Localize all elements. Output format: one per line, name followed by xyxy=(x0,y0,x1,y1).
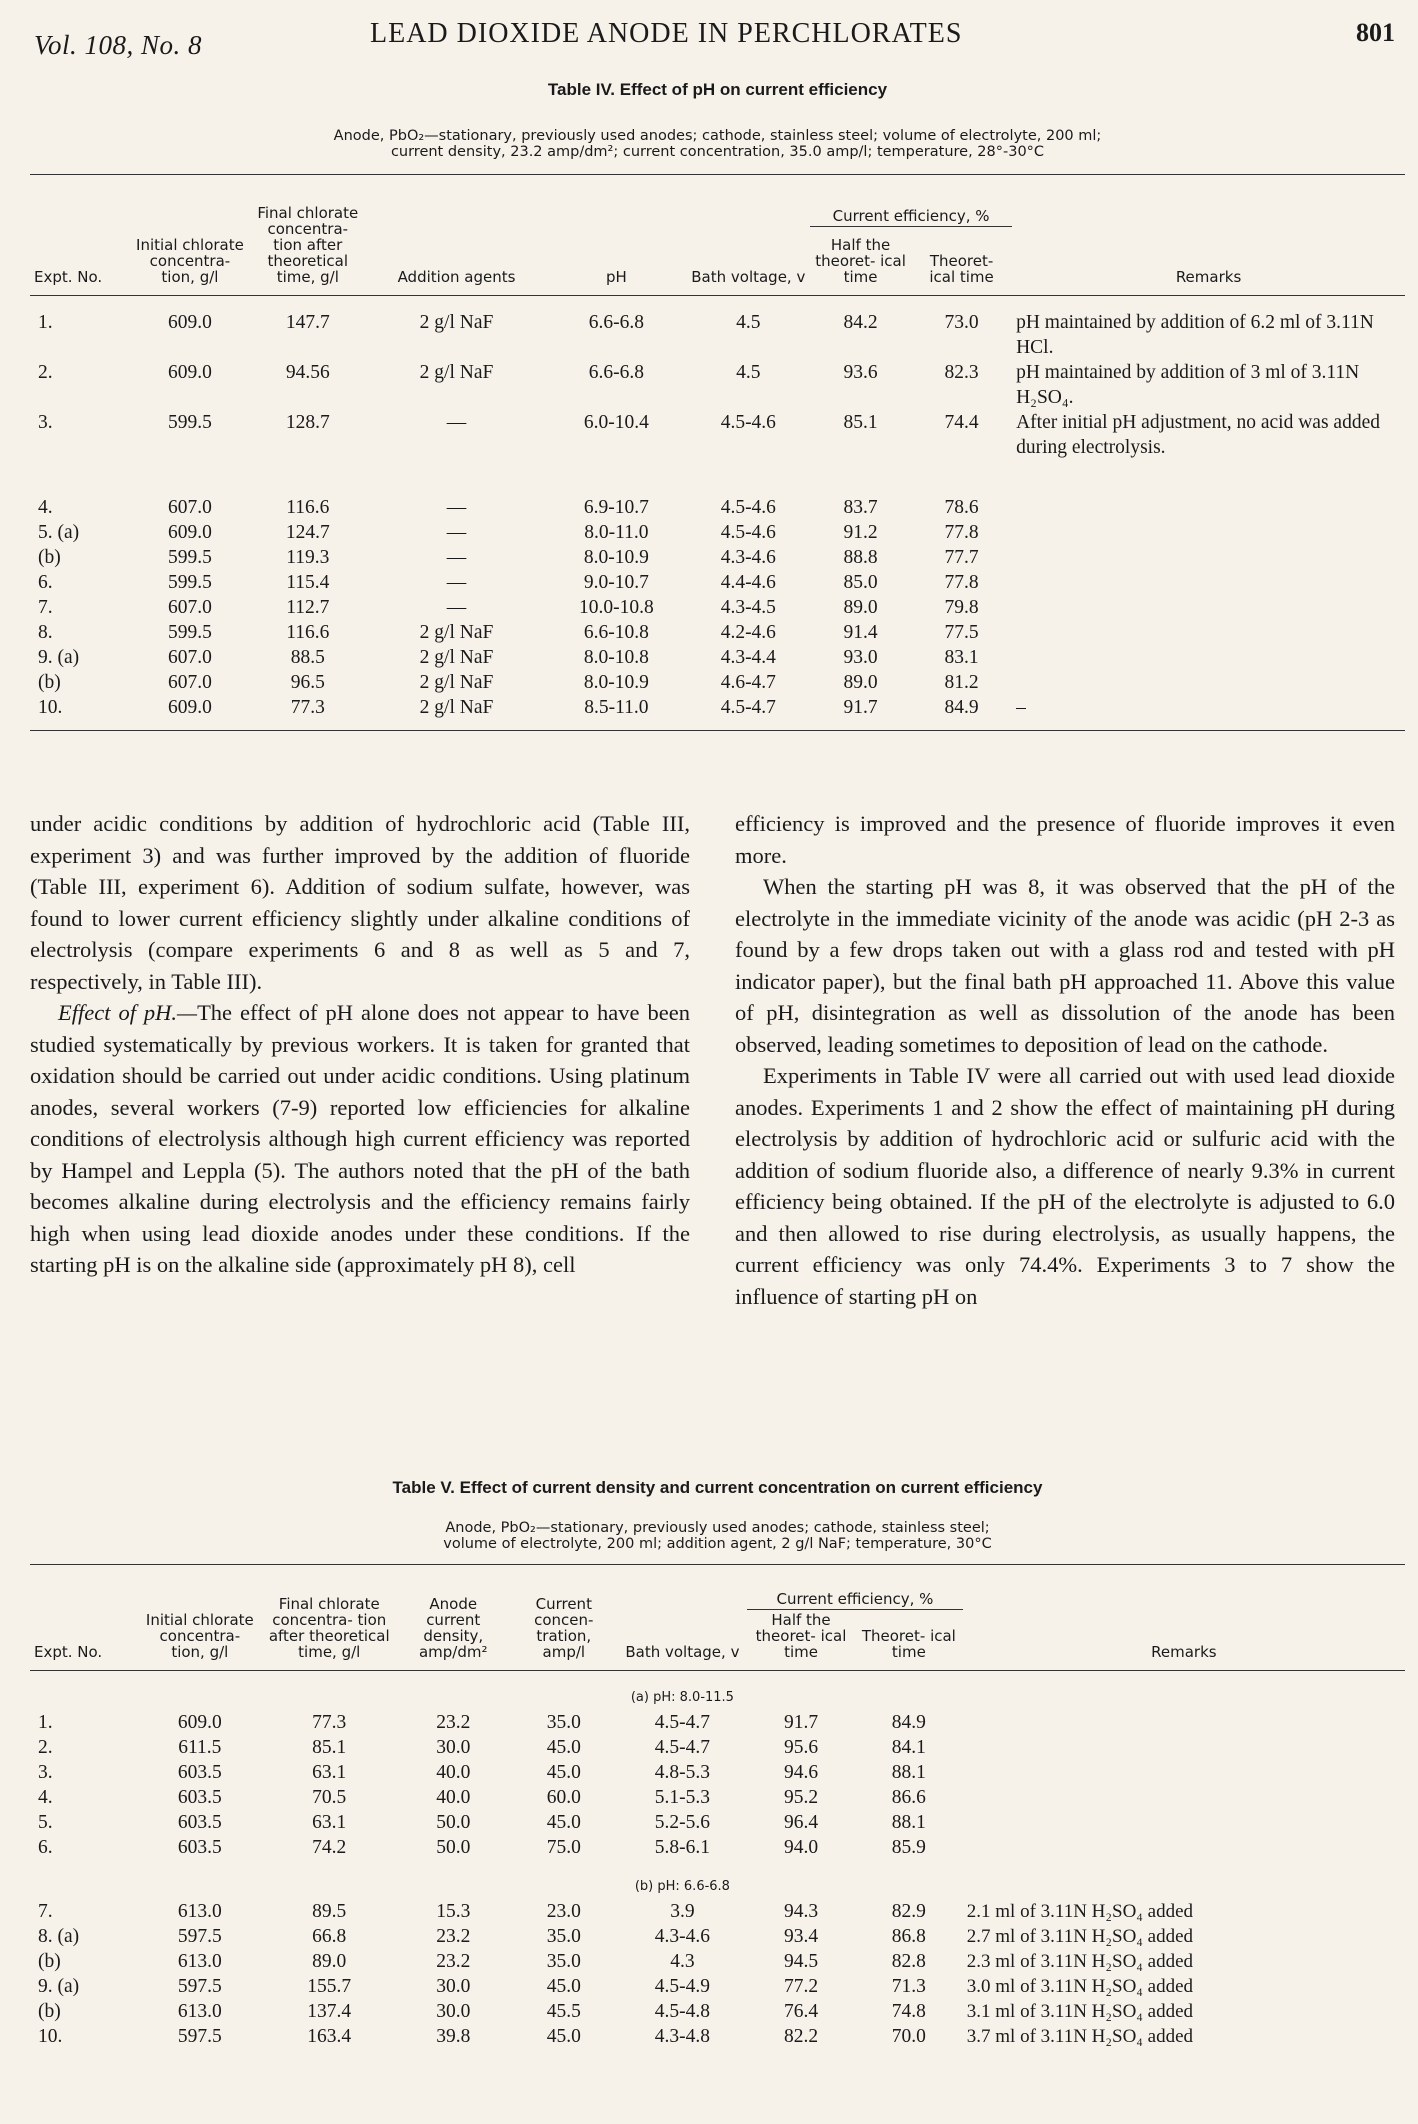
expt-number: 9. (a) xyxy=(38,1976,80,1997)
initial-concentration: 599.5 xyxy=(168,622,212,643)
current-concentration: 45.0 xyxy=(546,1762,581,1783)
remarks xyxy=(1012,595,1405,620)
final-concentration: 115.4 xyxy=(286,572,330,593)
initial-concentration: 613.0 xyxy=(177,1901,222,1922)
efficiency-theoretical-time: 74.4 xyxy=(944,412,979,433)
efficiency-half-time: 93.4 xyxy=(783,1926,819,1947)
efficiency-theoretical-time: 77.5 xyxy=(944,622,979,643)
bath-voltage: 4.5-4.7 xyxy=(654,1737,711,1758)
paragraph-effect-of-ph xyxy=(30,997,690,1281)
col-header-current-efficiency: Current efficiency, % xyxy=(747,1589,963,1610)
remarks xyxy=(1012,545,1405,570)
running-header xyxy=(30,18,1405,58)
initial-concentration: 607.0 xyxy=(168,672,212,693)
efficiency-half-time: 91.2 xyxy=(843,522,878,543)
final-concentration: 88.5 xyxy=(290,647,325,668)
bath-voltage: 4.5-4.7 xyxy=(720,697,776,718)
expt-number: 3. xyxy=(38,1762,53,1783)
ph-range: 9.0-10.7 xyxy=(583,572,649,593)
initial-concentration: 609.0 xyxy=(168,697,212,718)
table-row xyxy=(30,1835,1405,1860)
efficiency-theoretical-time: 83.1 xyxy=(944,647,979,668)
section-heading: Effect of pH.— xyxy=(58,1000,198,1025)
addition-agent: 2 g/l NaF xyxy=(419,362,494,383)
table-row xyxy=(30,1924,1405,1949)
expt-number: 2. xyxy=(38,1737,53,1758)
initial-concentration: 597.5 xyxy=(177,1976,222,1997)
paragraph: under acidic conditions by addition of hydrochloric acid (Table III, experiment 3) and was further improved by the addition of fluoride (Table III, experiment 6). Addition of sodium sulfate, however, was found to lower current efficiency slightly under alkaline conditions of electrolysis (compare experiments 6 and 8 as well as 5 and 7, respectively, in Table III). xyxy=(30,811,690,994)
remarks xyxy=(963,1710,1405,1735)
efficiency-half-time: 91.4 xyxy=(843,622,878,643)
efficiency-theoretical-time: 77.7 xyxy=(944,547,979,568)
table-iv-bottom-rule xyxy=(30,720,1405,731)
final-concentration: 70.5 xyxy=(312,1787,347,1808)
expt-number: (b) xyxy=(38,672,61,693)
bath-voltage: 4.8-5.3 xyxy=(654,1762,711,1783)
initial-concentration: 609.0 xyxy=(168,362,212,383)
efficiency-theoretical-time: 77.8 xyxy=(944,522,979,543)
col-header-theoretical: Theoret- ical time xyxy=(861,1627,956,1661)
expt-number: 9. (a) xyxy=(38,647,80,668)
expt-number: 7. xyxy=(38,597,53,618)
expt-number: 6. xyxy=(38,572,53,593)
col-header-final: Final chlorate concentra- tion after theoretical time, g/l xyxy=(268,1595,390,1661)
initial-concentration: 603.5 xyxy=(177,1787,222,1808)
efficiency-half-time: 94.6 xyxy=(783,1762,819,1783)
table-row xyxy=(30,360,1405,410)
efficiency-theoretical-time: 85.9 xyxy=(891,1837,926,1858)
efficiency-half-time: 95.6 xyxy=(783,1737,819,1758)
paragraph: When the starting pH was 8, it was observed that the pH of the electrolyte in the immediate vicinity of the anode was acidic (pH 2-3 as found by a few drops taken out with a glass rod and tested with pH indicator paper), but the final bath pH approached 11. Above this value of pH, disintegration as well as dissolution of the anode has been observed, leading sometimes to deposition of lead on the cathode. xyxy=(735,874,1395,1057)
table-row xyxy=(30,645,1405,670)
initial-concentration: 607.0 xyxy=(168,597,212,618)
expt-number: 8. (a) xyxy=(38,1926,80,1947)
efficiency-half-time: 88.8 xyxy=(843,547,878,568)
addition-agent: — xyxy=(446,597,467,618)
table-iv-grid xyxy=(30,203,1405,731)
efficiency-half-time: 84.2 xyxy=(843,312,878,333)
efficiency-half-time: 85.0 xyxy=(843,572,878,593)
bath-voltage: 4.5-4.9 xyxy=(654,1976,711,1997)
expt-number: 1. xyxy=(38,1712,53,1733)
col-header-expt: Expt. No. xyxy=(34,268,103,286)
bath-voltage: 4.2-4.6 xyxy=(720,622,776,643)
remarks: 3.1 ml of 3.11N H₂SO₄ added xyxy=(966,2001,1194,2022)
expt-number: 10. xyxy=(38,697,63,718)
expt-number: (b) xyxy=(38,1951,61,1972)
efficiency-theoretical-time: 86.8 xyxy=(891,1926,926,1947)
table-v-conditions xyxy=(30,1520,1405,1552)
anode-current-density: 50.0 xyxy=(436,1837,471,1858)
efficiency-theoretical-time: 82.8 xyxy=(891,1951,926,1972)
efficiency-half-time: 93.6 xyxy=(843,362,878,383)
expt-number: (b) xyxy=(38,547,61,568)
efficiency-theoretical-time: 84.9 xyxy=(891,1712,926,1733)
efficiency-theoretical-time: 70.0 xyxy=(891,2026,926,2047)
remarks: 2.3 ml of 3.11N H₂SO₄ added xyxy=(966,1951,1194,1972)
expt-number: 5. (a) xyxy=(38,522,80,543)
table-iv-condition-line: current density, 23.2 amp/dm²; current concentration, 35.0 amp/l; temperature, 28°-30°C xyxy=(390,144,1045,160)
remarks: 2.1 ml of 3.11N H₂SO₄ added xyxy=(966,1901,1194,1922)
final-concentration: 74.2 xyxy=(312,1837,347,1858)
initial-concentration: 597.5 xyxy=(177,2026,222,2047)
anode-current-density: 40.0 xyxy=(436,1787,471,1808)
bath-voltage: 4.5-4.6 xyxy=(720,412,776,433)
col-header-ph: pH xyxy=(606,268,627,286)
ph-range: 6.6-6.8 xyxy=(588,312,645,333)
bath-voltage: 4.5-4.7 xyxy=(654,1712,711,1733)
table-row xyxy=(30,1710,1405,1735)
anode-current-density: 15.3 xyxy=(436,1901,471,1922)
journal-page xyxy=(30,0,1405,2124)
anode-current-density: 30.0 xyxy=(436,2001,471,2022)
table-iv-condition-line: Anode, PbO₂—stationary, previously used anodes; cathode, stainless steel; volume of electrolyte, 200 ml; xyxy=(333,128,1102,144)
efficiency-half-time: 94.3 xyxy=(783,1901,819,1922)
table-row xyxy=(30,1949,1405,1974)
ph-range: 6.6-6.8 xyxy=(588,362,645,383)
final-concentration: 128.7 xyxy=(285,412,330,433)
addition-agent: 2 g/l NaF xyxy=(419,622,494,643)
final-concentration: 116.6 xyxy=(286,622,330,643)
remarks xyxy=(1012,495,1405,520)
final-concentration: 116.6 xyxy=(286,497,330,518)
final-concentration: 124.7 xyxy=(285,522,330,543)
table-iv xyxy=(30,80,1405,731)
table-row xyxy=(30,495,1405,520)
efficiency-half-time: 82.2 xyxy=(783,2026,819,2047)
addition-agent: — xyxy=(446,522,467,543)
addition-agent: 2 g/l NaF xyxy=(419,672,494,693)
efficiency-half-time: 93.0 xyxy=(843,647,878,668)
final-concentration: 77.3 xyxy=(290,697,325,718)
efficiency-theoretical-time: 82.3 xyxy=(944,362,979,383)
table-row xyxy=(30,545,1405,570)
anode-current-density: 23.2 xyxy=(436,1951,471,1972)
efficiency-theoretical-time: 84.9 xyxy=(944,697,979,718)
table-row xyxy=(30,1760,1405,1785)
initial-concentration: 603.5 xyxy=(177,1837,222,1858)
ph-range: 6.9-10.7 xyxy=(583,497,649,518)
efficiency-half-time: 91.7 xyxy=(843,697,878,718)
anode-current-density: 30.0 xyxy=(436,1737,471,1758)
initial-concentration: 603.5 xyxy=(177,1762,222,1783)
table-row xyxy=(30,1785,1405,1810)
final-concentration: 155.7 xyxy=(307,1976,352,1997)
ph-range: 8.0-10.8 xyxy=(583,647,649,668)
final-concentration: 119.3 xyxy=(286,547,330,568)
final-concentration: 63.1 xyxy=(312,1762,347,1783)
ph-range: 6.6-10.8 xyxy=(583,622,649,643)
ph-range: 10.0-10.8 xyxy=(579,597,654,618)
final-concentration: 137.4 xyxy=(307,2001,352,2022)
final-concentration: 96.5 xyxy=(290,672,325,693)
bath-voltage: 4.5-4.8 xyxy=(654,2001,711,2022)
efficiency-theoretical-time: 86.6 xyxy=(891,1787,926,1808)
remarks xyxy=(1012,520,1405,545)
table-row xyxy=(30,570,1405,595)
table-v-body xyxy=(30,1671,1405,2050)
expt-number: 6. xyxy=(38,1837,53,1858)
anode-current-density: 23.2 xyxy=(436,1926,471,1947)
table-row xyxy=(30,410,1405,495)
efficiency-half-time: 91.7 xyxy=(783,1712,819,1733)
final-concentration: 94.56 xyxy=(285,362,330,383)
table-v-top-rule xyxy=(30,1564,1405,1565)
bath-voltage: 4.5 xyxy=(736,362,761,383)
ph-range: 8.0-10.9 xyxy=(583,547,649,568)
col-header-density: Anode current density, amp/dm² xyxy=(418,1595,488,1661)
col-header-remarks: Remarks xyxy=(1151,1643,1217,1661)
remarks xyxy=(963,1835,1405,1860)
body-text xyxy=(30,808,1405,1478)
table-row xyxy=(30,695,1405,720)
bath-voltage: 4.5-4.6 xyxy=(720,497,776,518)
bath-voltage: 5.1-5.3 xyxy=(654,1787,711,1808)
expt-number: 8. xyxy=(38,622,53,643)
efficiency-half-time: 76.4 xyxy=(783,2001,819,2022)
anode-current-density: 39.8 xyxy=(436,2026,471,2047)
final-concentration: 66.8 xyxy=(312,1926,347,1947)
bath-voltage: 4.6-4.7 xyxy=(720,672,776,693)
addition-agent: 2 g/l NaF xyxy=(419,647,494,668)
expt-number: 10. xyxy=(38,2026,63,2047)
bath-voltage: 4.4-4.6 xyxy=(720,572,776,593)
anode-current-density: 23.2 xyxy=(436,1712,471,1733)
initial-concentration: 607.0 xyxy=(168,647,212,668)
final-concentration: 147.7 xyxy=(285,312,330,333)
efficiency-half-time: 94.5 xyxy=(783,1951,819,1972)
section-label: (a) pH: 8.0-11.5 xyxy=(630,1690,734,1705)
efficiency-theoretical-time: 77.8 xyxy=(944,572,979,593)
bath-voltage: 4.3-4.5 xyxy=(720,597,776,618)
efficiency-theoretical-time: 74.8 xyxy=(891,2001,926,2022)
table-iv-top-rule xyxy=(30,174,1405,175)
final-concentration: 85.1 xyxy=(312,1737,347,1758)
efficiency-theoretical-time: 71.3 xyxy=(891,1976,926,1997)
remarks xyxy=(963,1810,1405,1835)
expt-number: 5. xyxy=(38,1812,53,1833)
bath-voltage: 5.8-6.1 xyxy=(654,1837,711,1858)
initial-concentration: 599.5 xyxy=(168,412,212,433)
final-concentration: 77.3 xyxy=(312,1712,347,1733)
efficiency-theoretical-time: 88.1 xyxy=(891,1812,926,1833)
remarks: 3.7 ml of 3.11N H₂SO₄ added xyxy=(966,2026,1194,2047)
efficiency-half-time: 85.1 xyxy=(843,412,878,433)
section-label-row xyxy=(30,1685,1405,1710)
col-header-half: Half the theoret- ical time xyxy=(755,1611,847,1661)
bath-voltage: 5.2-5.6 xyxy=(654,1812,711,1833)
col-header-addition: Addition agents xyxy=(397,268,516,286)
left-column xyxy=(30,808,690,1281)
remarks: After initial pH adjustment, no acid was added during electrolysis. xyxy=(1016,412,1380,458)
table-row xyxy=(30,520,1405,545)
bath-voltage: 4.3-4.6 xyxy=(654,1926,711,1947)
efficiency-theoretical-time: 79.8 xyxy=(944,597,979,618)
bath-voltage: 3.9 xyxy=(670,1901,695,1922)
remarks xyxy=(1012,645,1405,670)
remarks: pH maintained by addition of 6.2 ml of 3.11N HCl. xyxy=(1016,312,1374,358)
efficiency-half-time: 94.0 xyxy=(783,1837,819,1858)
table-row xyxy=(30,670,1405,695)
col-header-concentration: Current concen- tration, amp/l xyxy=(534,1595,594,1661)
initial-concentration: 609.0 xyxy=(168,312,212,333)
paragraph: efficiency is improved and the presence of fluoride improves it even more. xyxy=(735,811,1395,868)
remarks: 2.7 ml of 3.11N H₂SO₄ added xyxy=(966,1926,1194,1947)
initial-concentration: 597.5 xyxy=(177,1926,222,1947)
final-concentration: 63.1 xyxy=(312,1812,347,1833)
final-concentration: 112.7 xyxy=(286,597,330,618)
col-header-remarks: Remarks xyxy=(1175,268,1242,286)
section-label: (b) pH: 6.6-6.8 xyxy=(634,1879,730,1894)
efficiency-theoretical-time: 73.0 xyxy=(944,312,979,333)
col-header-theoretical: Theoret- ical time xyxy=(929,252,994,286)
table-v-grid xyxy=(30,1589,1405,2049)
table-row xyxy=(30,1974,1405,1999)
initial-concentration: 613.0 xyxy=(177,2001,222,2022)
table-row xyxy=(30,1810,1405,1835)
table-row xyxy=(30,1899,1405,1924)
expt-number: 2. xyxy=(38,362,53,383)
expt-number: 1. xyxy=(38,312,53,333)
col-header-expt: Expt. No. xyxy=(34,1643,103,1661)
initial-concentration: 603.5 xyxy=(177,1812,222,1833)
bath-voltage: 4.3-4.6 xyxy=(720,547,776,568)
col-header-initial: Initial chlorate concentra- tion, g/l xyxy=(145,1611,254,1661)
bath-voltage: 4.3-4.4 xyxy=(720,647,776,668)
efficiency-theoretical-time: 82.9 xyxy=(891,1901,926,1922)
table-v-title: Table V. Effect of current density and current concentration on current efficiency xyxy=(392,1478,1043,1497)
remarks: pH maintained by addition of 3 ml of 3.11N H₂SO₄. xyxy=(1016,362,1360,408)
table-row xyxy=(30,595,1405,620)
remarks xyxy=(1012,570,1405,595)
expt-number: 7. xyxy=(38,1901,53,1922)
initial-concentration: 609.0 xyxy=(168,522,212,543)
efficiency-theoretical-time: 88.1 xyxy=(891,1762,926,1783)
efficiency-half-time: 89.0 xyxy=(843,672,878,693)
ph-range: 8.5-11.0 xyxy=(584,697,649,718)
remarks xyxy=(1012,670,1405,695)
current-concentration: 75.0 xyxy=(546,1837,581,1858)
bath-voltage: 4.3 xyxy=(670,1951,695,1972)
anode-current-density: 30.0 xyxy=(436,1976,471,1997)
remarks xyxy=(963,1760,1405,1785)
initial-concentration: 609.0 xyxy=(177,1712,222,1733)
addition-agent: 2 g/l NaF xyxy=(419,697,494,718)
current-concentration: 45.5 xyxy=(546,2001,581,2022)
initial-concentration: 599.5 xyxy=(168,547,212,568)
table-iv-conditions xyxy=(30,128,1405,160)
initial-concentration: 611.5 xyxy=(178,1737,222,1758)
current-concentration: 35.0 xyxy=(546,1951,581,1972)
current-concentration: 23.0 xyxy=(546,1901,581,1922)
efficiency-half-time: 77.2 xyxy=(783,1976,819,1997)
col-header-half: Half the theoret- ical time xyxy=(815,236,906,286)
col-header-initial: Initial chlorate concentra- tion, g/l xyxy=(136,236,244,286)
final-concentration: 163.4 xyxy=(307,2026,352,2047)
volume-label: Vol. 108, No. 8 xyxy=(34,30,203,60)
initial-concentration: 607.0 xyxy=(168,497,212,518)
expt-number: 4. xyxy=(38,1787,53,1808)
header-rule xyxy=(30,1662,1405,1671)
current-concentration: 60.0 xyxy=(546,1787,581,1808)
expt-number: 4. xyxy=(38,497,53,518)
table-v-condition-line: volume of electrolyte, 200 ml; addition agent, 2 g/l NaF; temperature, 30°C xyxy=(443,1536,992,1552)
current-concentration: 45.0 xyxy=(546,1737,581,1758)
table-row xyxy=(30,1999,1405,2024)
running-title: LEAD DIOXIDE ANODE IN PERCHLORATES xyxy=(370,18,963,49)
col-header-bath: Bath voltage, v xyxy=(625,1643,740,1661)
header-rule xyxy=(30,287,1405,296)
final-concentration: 89.0 xyxy=(312,1951,347,1972)
efficiency-theoretical-time: 84.1 xyxy=(891,1737,926,1758)
anode-current-density: 50.0 xyxy=(436,1812,471,1833)
section-label-row xyxy=(30,1874,1405,1899)
remarks xyxy=(963,1735,1405,1760)
col-header-final: Final chlorate concentra- tion after theoretical time, g/l xyxy=(257,204,359,286)
efficiency-half-time: 95.2 xyxy=(783,1787,819,1808)
col-header-current-efficiency: Current efficiency, % xyxy=(810,203,1012,227)
ph-range: 6.0-10.4 xyxy=(583,412,649,433)
initial-concentration: 599.5 xyxy=(168,572,212,593)
table-row xyxy=(30,310,1405,360)
current-concentration: 35.0 xyxy=(546,1712,581,1733)
efficiency-theoretical-time: 81.2 xyxy=(944,672,979,693)
table-v-condition-line: Anode, PbO₂—stationary, previously used anodes; cathode, stainless steel; xyxy=(445,1520,990,1536)
expt-number: 3. xyxy=(38,412,53,433)
col-header-bath: Bath voltage, v xyxy=(691,268,806,286)
remarks: – xyxy=(1016,697,1026,718)
efficiency-half-time: 96.4 xyxy=(783,1812,819,1833)
ph-range: 8.0-10.9 xyxy=(583,672,649,693)
ph-range: 8.0-11.0 xyxy=(584,522,649,543)
bath-voltage: 4.5-4.6 xyxy=(720,522,776,543)
final-concentration: 89.5 xyxy=(312,1901,347,1922)
current-concentration: 35.0 xyxy=(546,1926,581,1947)
efficiency-half-time: 83.7 xyxy=(843,497,878,518)
current-concentration: 45.0 xyxy=(546,1812,581,1833)
table-iv-body xyxy=(30,296,1405,731)
table-row xyxy=(30,620,1405,645)
remarks xyxy=(963,1785,1405,1810)
addition-agent: 2 g/l NaF xyxy=(419,312,494,333)
addition-agent: — xyxy=(446,572,467,593)
anode-current-density: 40.0 xyxy=(436,1762,471,1783)
addition-agent: — xyxy=(446,497,467,518)
efficiency-half-time: 89.0 xyxy=(843,597,878,618)
table-v xyxy=(30,1478,1405,2049)
current-concentration: 45.0 xyxy=(546,1976,581,1997)
page-number: 801 xyxy=(1356,18,1395,47)
table-row xyxy=(30,1735,1405,1760)
remarks: 3.0 ml of 3.11N H₂SO₄ added xyxy=(966,1976,1194,1997)
addition-agent: — xyxy=(446,412,467,433)
table-row xyxy=(30,2024,1405,2049)
table-iv-title: Table IV. Effect of pH on current efficiency xyxy=(547,80,888,99)
paragraph: Experiments in Table IV were all carried out with used lead dioxide anodes. Experiments 1 and 2 show the effect of maintaining pH during electrolysis by addition of hydrochloric acid or sulfuric acid with the addition of sodium fluoride also, a difference of nearly 9.3% in current efficiency being obtained. If the pH of the electrolyte is adjusted to 6.0 and then allowed to rise during electrolysis, as usually happens, the current efficiency was only 74.4%. Experiments 3 to 7 show the influence of starting pH on xyxy=(735,1063,1395,1309)
paragraph-text: The effect of pH alone does not appear to have been studied systematically by previous workers. It is taken for granted that oxidation should be carried out under acidic conditions. Using platinum anodes, several workers (7-9) reported low efficiencies for alkaline conditions of electrolysis although high current efficiency was reported by Hampel and Leppla (5). The authors noted that the pH of the bath becomes alkaline during electrolysis and the efficiency remains fairly high when using lead dioxide anodes under these conditions. If the starting pH is on the alkaline side (approximately pH 8), cell xyxy=(30,1000,690,1277)
remarks xyxy=(1012,620,1405,645)
expt-number: (b) xyxy=(38,2001,61,2022)
initial-concentration: 613.0 xyxy=(177,1951,222,1972)
addition-agent: — xyxy=(446,547,467,568)
efficiency-theoretical-time: 78.6 xyxy=(944,497,979,518)
current-concentration: 45.0 xyxy=(546,2026,581,2047)
bath-voltage: 4.3-4.8 xyxy=(654,2026,711,2047)
bath-voltage: 4.5 xyxy=(736,312,761,333)
right-column xyxy=(735,808,1395,1312)
